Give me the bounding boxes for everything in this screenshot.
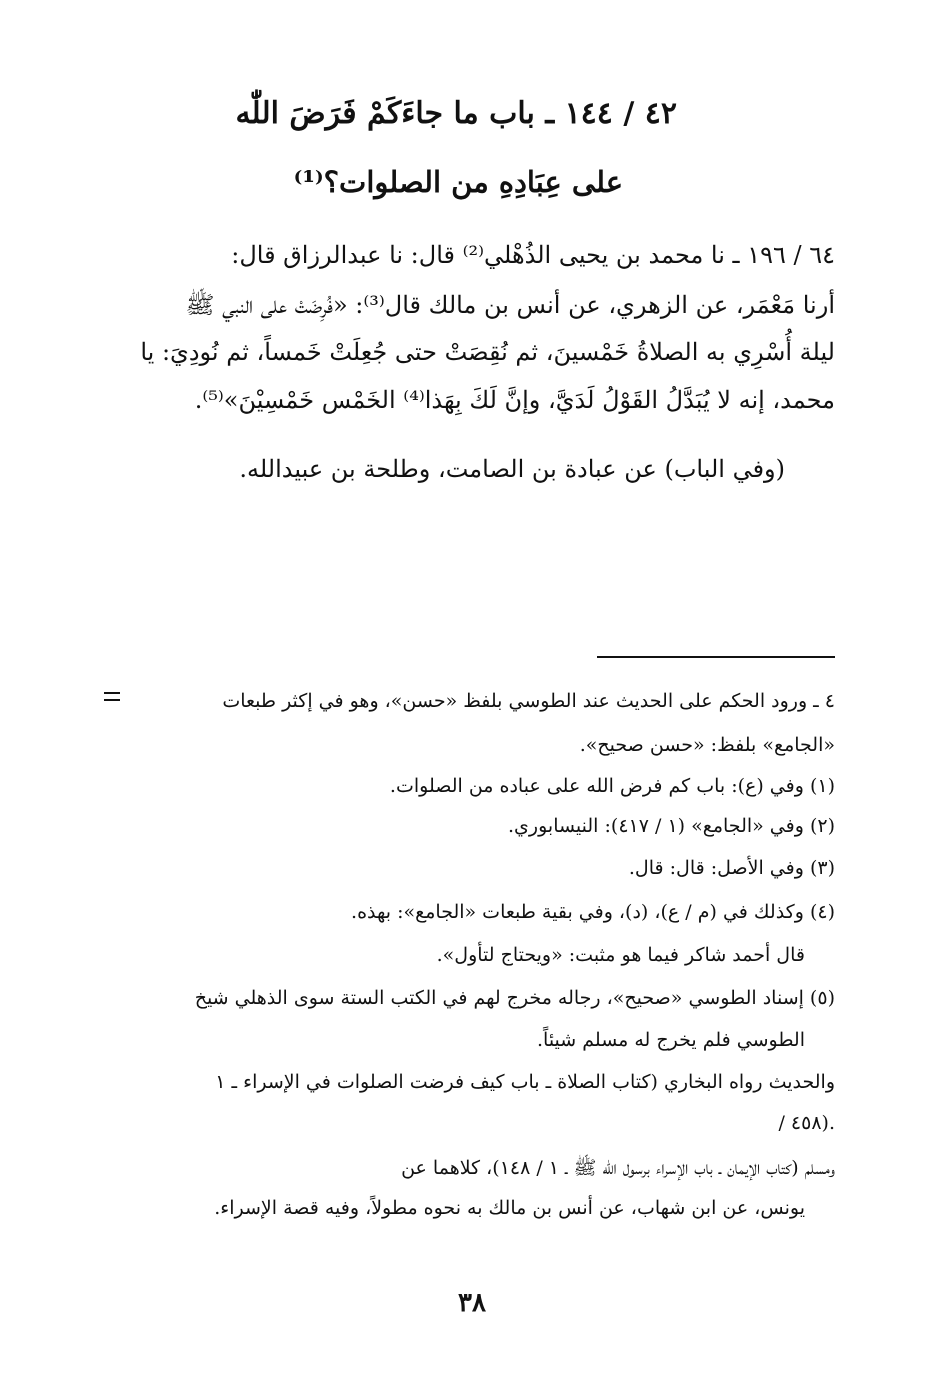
footnote-line: (٣) وفي الأصل: قال: قال. <box>628 857 835 879</box>
hadith-line: ٦٤ / ١٩٦ ـ نا محمد بن يحيى الذُهْلي⁽²⁾ قال: نا عبدالرزاق قال: <box>231 241 835 269</box>
footnote-line: (٢) وفي «الجامع» (١ / ٤١٧): النيسابوري. <box>508 815 835 837</box>
page-number: ٣٨ <box>458 1288 486 1318</box>
footnote-line: (٥) إسناد الطوسي «صحيح»، رجاله مخرج لهم في الكتب الستة سوى الذهلي شيخ <box>194 987 835 1009</box>
footnote-line: (١) وفي (ع): باب كم فرض الله على عباده من الصلوات. <box>389 775 835 797</box>
footnote-line: «الجامع» بلفظ: «حسن صحيح». <box>579 734 835 756</box>
hadith-line: محمد، إنه لا يُبَدَّلُ القَوْلُ لَدَيَّ، وإنَّ لَكَ بِهَذا⁽⁴⁾ الخَمْس خَمْسِيْنَ»⁽⁵⁾. <box>194 386 835 414</box>
footnote-line: يونس، عن ابن شهاب، عن أنس بن مالك به نحوه مطولاً، وفيه قصة الإسراء. <box>214 1197 805 1219</box>
chapter-subtitle: على عِبَادِهِ من الصلوات؟⁽¹⁾ <box>293 165 623 199</box>
footnote-line: ٤ ـ ورود الحكم على الحديث عند الطوسي بلفظ «حسن»، وهو في إكثر طبعات <box>222 690 835 712</box>
footnote-line: والحديث رواه البخاري (كتاب الصلاة ـ باب كيف فرضت الصلوات في الإسراء ـ ١ <box>215 1071 835 1093</box>
footnote-line: قال أحمد شاكر فيما هو مثبت: «ويحتاج لتأول». <box>436 944 805 966</box>
footnote-line: (٤) وكذلك في (م / ع)، (د)، وفي بقية طبعات «الجامع»: بهذه. <box>351 901 835 923</box>
footnote-separator <box>597 656 835 658</box>
continuation-mark <box>104 692 120 701</box>
chapter-title: ٤٢ / ١٤٤ ـ باب ما جاءَكَمْ فَرَضَ اللّٰه <box>235 96 677 131</box>
footnote-line: الطوسي فلم يخرج له مسلم شيئاً. <box>537 1029 805 1051</box>
hadith-line: ليلة أُسْرِي به الصلاةُ خَمْسينَ، ثم نُقِصَتْ حتى جُعِلَتْ خَمساً، ثم نُودِيَ: يا <box>140 338 835 366</box>
footnote-line: / ٤٥٨). <box>778 1112 835 1134</box>
hadith-line: أرنا مَعْمَر، عن الزهري، عن أنس بن مالك قال⁽³⁾: «فُرِضَتْ على النبي ﷺ <box>185 291 835 319</box>
bab-note: (وفي الباب) عن عبادة بن الصامت، وطلحة بن عبيدالله. <box>239 455 785 483</box>
footnote-line: ومسلم (كتاب الإيمان ـ باب الإسراء برسول الله ﷺ ـ ١ / ١٤٨)، كلاهما عن <box>401 1157 835 1179</box>
